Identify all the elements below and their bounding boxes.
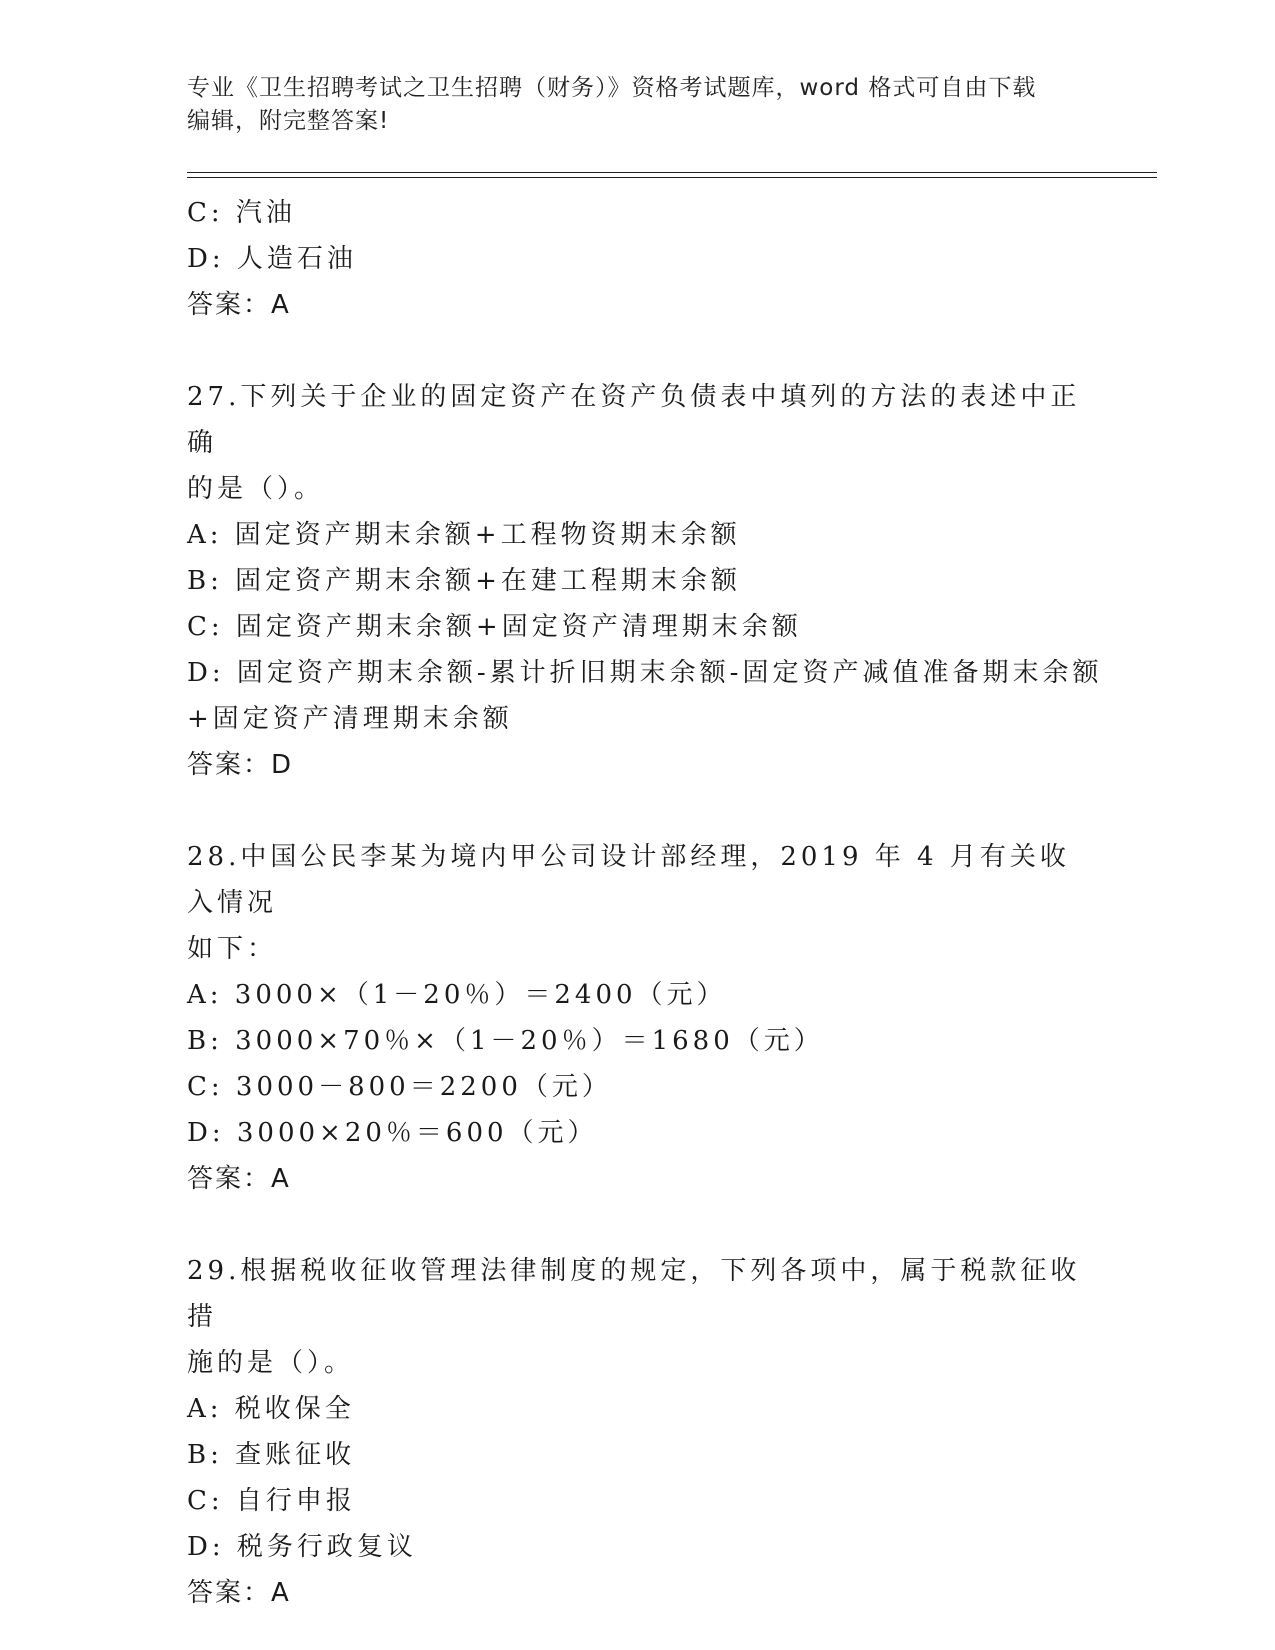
question-stem-line: 施的是（）。 [187, 1348, 355, 1378]
option-d: D: 税务行政复议 [187, 1532, 417, 1562]
option-c: C: 汽油 [187, 198, 296, 228]
option-d-continued: +固定资产清理期末余额 [187, 704, 513, 734]
answer: 答案：A [187, 1164, 291, 1194]
question-stem-line: 的是（）。 [187, 474, 325, 504]
header-rule-bottom [187, 177, 1157, 178]
question-28 [187, 834, 1087, 1202]
answer: 答案：D [187, 750, 294, 780]
option-c: C: 固定资产期末余额+固定资产清理期末余额 [187, 612, 802, 642]
header-line-1: 专业《卫生招聘考试之卫生招聘（财务）》资格考试题库，word 格式可自由下载 [187, 75, 1037, 101]
question-stem-line: 28.中国公民李某为境内甲公司设计部经理，2019 年 4 月有关收入情况 [187, 842, 1070, 918]
answer: 答案：A [187, 290, 291, 320]
header-line-2: 编辑，附完整答案! [187, 108, 390, 134]
answer: 答案：A [187, 1578, 291, 1608]
question-stem-line: 如下： [187, 934, 278, 964]
partial-question [187, 190, 1087, 328]
option-b: B: 3000×70％×（1－20％）＝1680（元） [187, 1026, 824, 1056]
option-c: C: 自行申报 [187, 1486, 356, 1516]
option-b: B: 固定资产期末余额+在建工程期末余额 [187, 566, 741, 596]
document-header [187, 72, 1087, 138]
option-c: C: 3000－800＝2200（元） [187, 1072, 612, 1102]
option-d: D: 固定资产期末余额-累计折旧期末余额-固定资产减值准备期末余额 [187, 658, 1103, 688]
option-a: A: 税收保全 [187, 1394, 355, 1424]
question-29 [187, 1248, 1087, 1616]
question-list [187, 190, 1103, 1616]
question-stem-line: 27.下列关于企业的固定资产在资产负债表中填列的方法的表述中正确 [187, 382, 1081, 458]
option-b: B: 查账征收 [187, 1440, 356, 1470]
option-a: A: 固定资产期末余额+工程物资期末余额 [187, 520, 741, 550]
header-rule-top [187, 172, 1157, 173]
question-stem-line: 29.根据税收征收管理法律制度的规定，下列各项中，属于税款征收措 [187, 1256, 1081, 1332]
option-d: D: 人造石油 [187, 244, 357, 274]
question-27 [187, 374, 1103, 788]
option-d: D: 3000×20％＝600（元） [187, 1118, 598, 1148]
option-a: A: 3000×（1－20％）＝2400（元） [187, 980, 727, 1010]
